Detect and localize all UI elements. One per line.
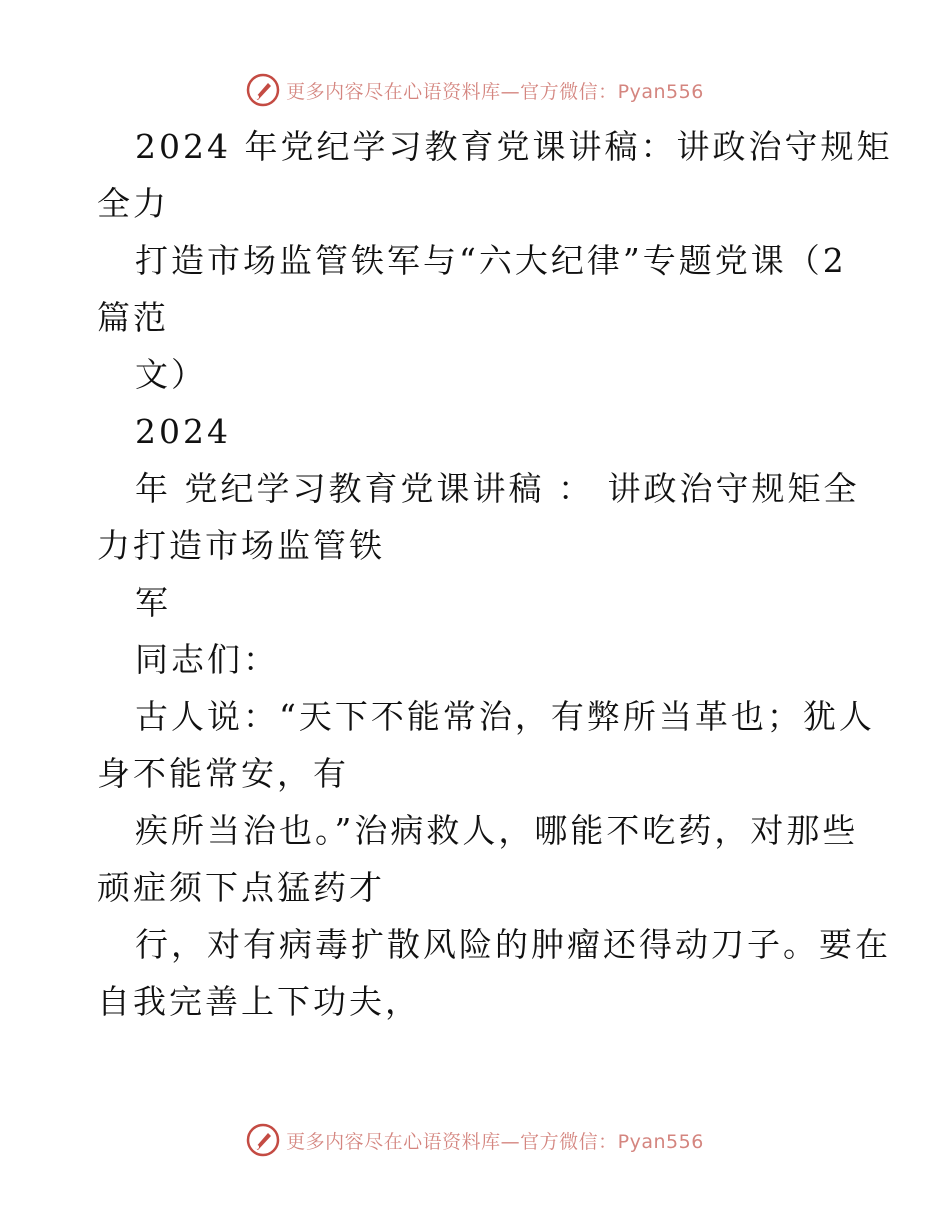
footer-watermark — [0, 1120, 950, 1160]
text-line: 篇范 — [97, 298, 169, 337]
text-line: 全力 — [97, 184, 169, 223]
text-line: 2024 — [135, 412, 231, 451]
text-line: 军 — [135, 583, 171, 622]
text-line: 2024 年党纪学习教育党课讲稿：讲政治守规矩 — [135, 127, 893, 166]
text-line: 古人说：“天下不能常治，有弊所当革也；犹人 — [135, 697, 875, 736]
text-line: 年 党纪学习教育党课讲稿 ： 讲政治守规矩全 — [135, 469, 860, 508]
text-line: 文） — [135, 355, 207, 394]
document-body — [0, 120, 950, 1032]
text-line: 疾所当治也。”治病救人，哪能不吃药，对那些 — [135, 811, 859, 850]
pen-quill-logo-icon — [246, 1123, 280, 1157]
watermark-text: 更多内容尽在心语资料库—官方微信：Pyan556 — [286, 80, 704, 103]
text-line: 力打造市场监管铁 — [97, 526, 385, 565]
text-line: 自我完善上下功夫， — [97, 982, 421, 1021]
pen-quill-logo-icon — [246, 73, 280, 107]
header-watermark — [0, 70, 950, 110]
watermark-text: 更多内容尽在心语资料库—官方微信：Pyan556 — [286, 1130, 704, 1153]
text-line: 身不能常安，有 — [97, 754, 349, 793]
text-line: 同志们： — [135, 640, 279, 679]
text-line: 行，对有病毒扩散风险的肿瘤还得动刀子。要在 — [135, 925, 891, 964]
text-line: 打造市场监管铁军与“六大纪律”专题党课（2 — [135, 241, 847, 280]
text-line: 顽症须下点猛药才 — [97, 868, 385, 907]
